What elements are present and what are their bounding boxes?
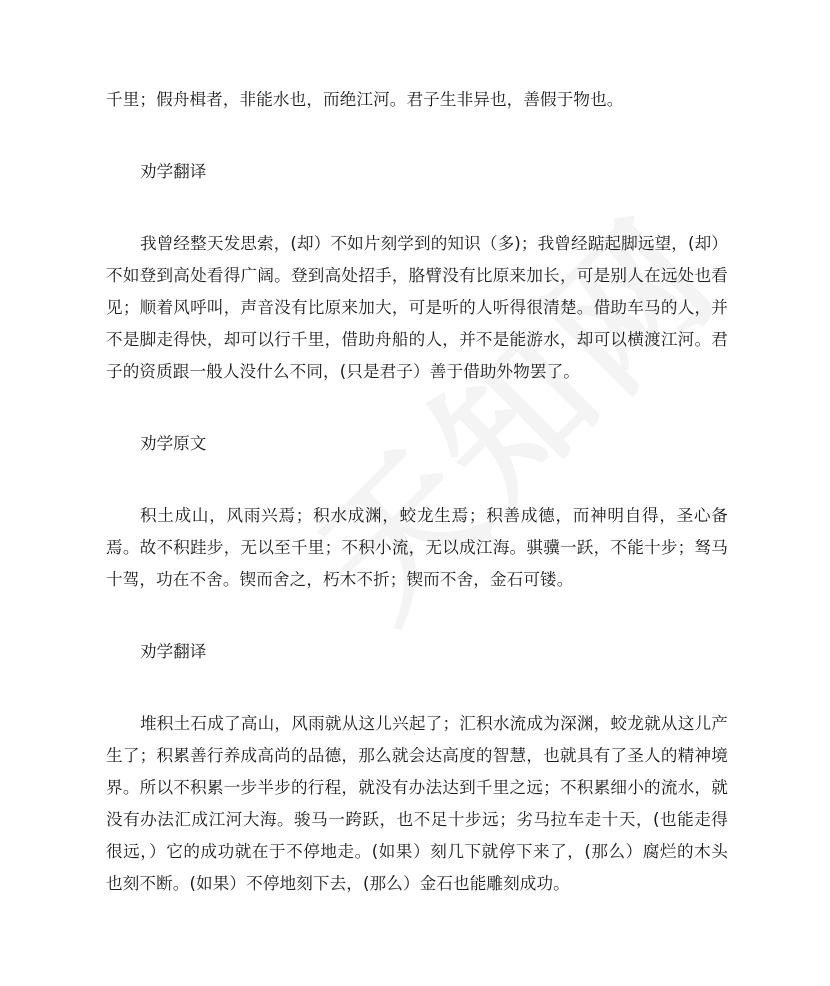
paragraph-translation-1: 我曾经整天发思索，(却）不如片刻学到的知识（多)；我曾经踮起脚远望，(却）不如登到高处看得广阔。登到高处招手，胳臂没有比原来加长，可是别人在远处也看见；顺着风呼叫，声音没有比原来加大，可是听的人听得很清楚。借助车马的人，并不是脚走得快，却可以行千里，借助舟船的人，并不是能游水，却可以横渡江河。君子的资质跟一般人没什么不同，(只是君子）善于借助外物罢了。	[106, 234, 728, 381]
document-page	[106, 84, 728, 900]
paragraph-translation-2: 堆积土石成了高山，风雨就从这儿兴起了；汇积水流成为深渊，蛟龙就从这儿产生了；积累善行养成高尚的品德，那么就会达高度的智慧，也就具有了圣人的精神境界。所以不积累一步半步的行程，就没有办法达到千里之远；不积累细小的流水，就没有办法汇成江河大海。骏马一跨跃，也不足十步远；劣马拉车走十天，(也能走得很远，）它的成功就在于不停地走。(如果）刻几下就停下来了，(那么）腐烂的木头也刻不断。(如果）不停地刻下去，(那么）金石也能雕刻成功。	[106, 714, 728, 893]
paragraph-original: 积土成山，风雨兴焉；积水成渊，蛟龙生焉；积善成德，而神明自得，圣心备焉。故不积跬步，无以至千里；不积小流，无以成江海。骐骥一跃，不能十步；驽马十驾，功在不舍。锲而舍之，朽木不折；锲而不舍，金石可镂。	[106, 506, 728, 589]
section-heading-original: 劝学原文	[140, 434, 207, 453]
section-heading-translation-2: 劝学翻译	[140, 642, 207, 661]
section-heading-translation-1: 劝学翻译	[140, 162, 207, 181]
paragraph-original-end: 千里；假舟楫者，非能水也，而绝江河。君子生非异也，善假于物也。	[106, 90, 624, 109]
